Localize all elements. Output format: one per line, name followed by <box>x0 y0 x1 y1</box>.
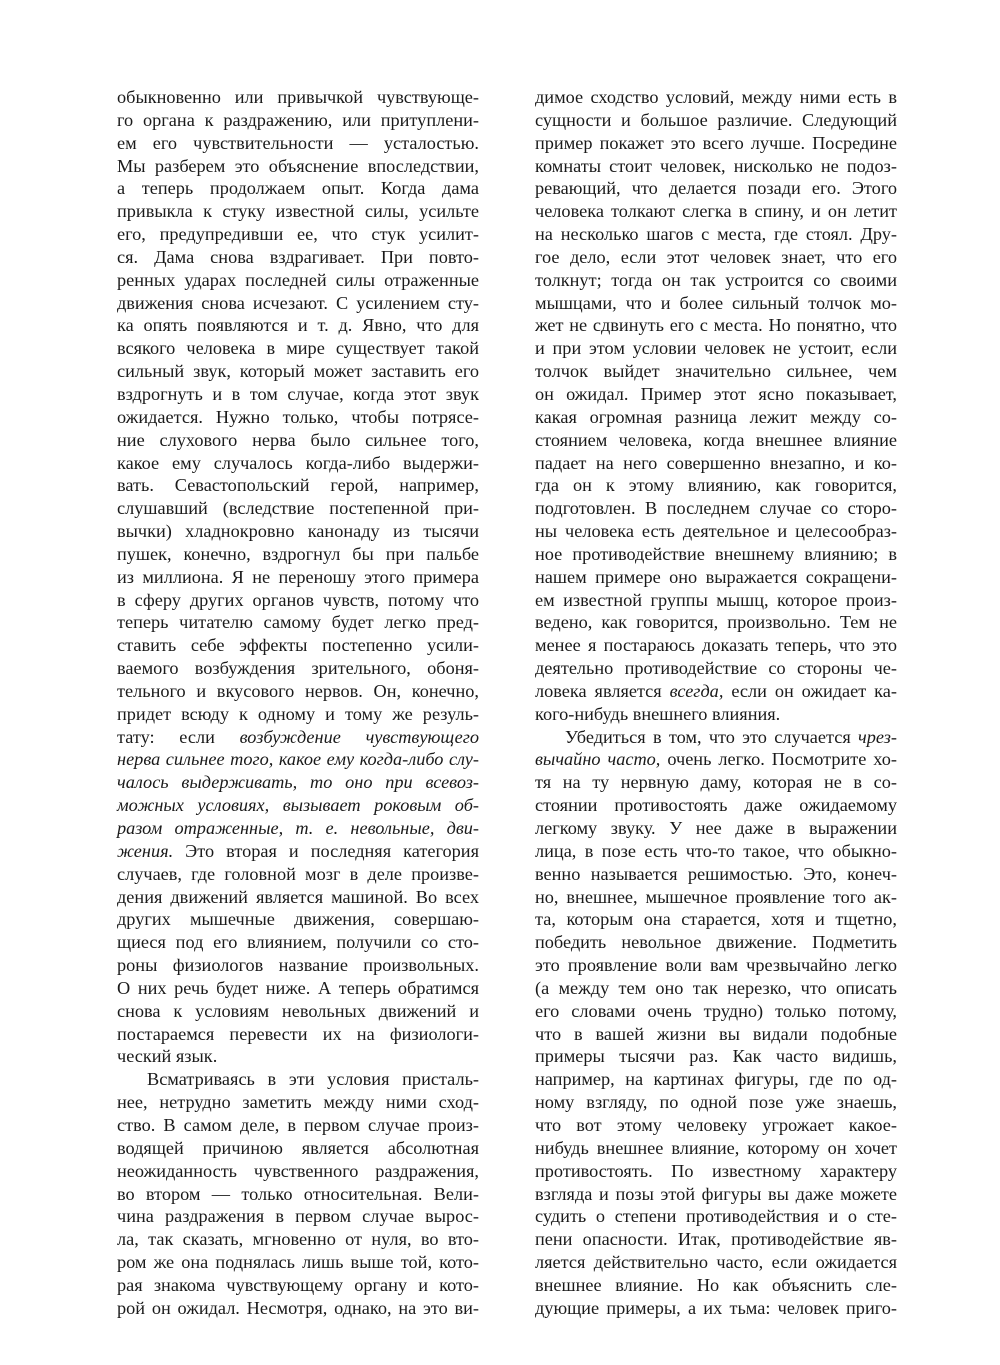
text-line: это проявление воли вам чрезвычайно легко <box>535 955 897 976</box>
text-segment: тату: если <box>117 726 240 747</box>
text-line: дения движений является машиной. Во всех <box>117 886 479 907</box>
text-line: примеры тысячи раз. Как часто видишь, <box>535 1046 897 1067</box>
text-line <box>535 680 897 703</box>
text-line: победить невольное движение. Подметить <box>535 932 897 953</box>
text-line: на несколько шагов с места, где стоял. Дру- <box>535 224 897 245</box>
text-line: вздрогнуть и в том случае, когда этот звук <box>117 383 479 404</box>
text-line: обыкновенно или привычкой чувствующе- <box>117 87 479 107</box>
text-line: теперь читателю самому будет легко пред- <box>117 612 479 633</box>
text-line: димое сходство условий, между ними есть в <box>535 87 897 107</box>
text-line: какая огромная разница лежит между со- <box>535 406 897 427</box>
text-line: О них речь будет ниже. А теперь обратимся <box>117 977 479 998</box>
text-line: венно называется решимостью. Это, конеч- <box>535 863 897 884</box>
italic-text: вычайно часто, <box>535 749 661 770</box>
text-line <box>535 726 897 749</box>
text-line <box>117 817 479 840</box>
text-line: тя на ту нервную даму, которая не в со- <box>535 772 897 793</box>
text-line: ревающий, что делается позади его. Этого <box>535 178 897 199</box>
text-line <box>117 748 479 771</box>
text-line: пени опасности. Итак, противодействие яв- <box>535 1229 897 1250</box>
text-line: водящей причиною является абсолютная <box>117 1137 479 1158</box>
text-line: толчок выйдет значительно сильнее, чем <box>535 361 897 382</box>
text-line: сильный звук, который может заставить его <box>117 361 479 382</box>
text-line: роны физиологов название произвольных. <box>117 955 479 976</box>
italic-text: можных условиях, вызывает роковым об- <box>117 795 479 816</box>
text-line: гое дело, если этот человек знает, что его <box>535 246 897 267</box>
text-line <box>117 726 479 749</box>
text-segment: кого-нибудь внешнего влияния. <box>535 703 781 724</box>
text-line: ем известной группы мышц, которое произ- <box>535 589 897 610</box>
text-line: тельного и вкусового нервов. Он, конечно, <box>117 680 479 701</box>
text-line <box>117 771 479 794</box>
text-line: из миллиона. Я не переношу этого примера <box>117 566 479 587</box>
text-segment: Убедиться в том, что это случается <box>565 726 859 747</box>
text-line: противостоять. По известному характеру <box>535 1160 897 1181</box>
text-line: ние слухового нерва было сильнее того, <box>117 429 479 450</box>
text-segment: Всматриваясь в эти условия присталь- <box>147 1069 479 1090</box>
text-line: ем его чувствительности — усталостью. <box>117 132 479 153</box>
text-line: жет не сдвинуть его с места. Но понятно, что <box>535 315 897 336</box>
text-line: других мышечные движения, совершаю- <box>117 909 479 930</box>
text-line: ром же она поднялась лишь выше той, кото- <box>117 1252 479 1273</box>
text-line <box>117 794 479 817</box>
text-line: человека толкают слегка в спину, и он летит <box>535 201 897 222</box>
text-column-left <box>117 86 479 1320</box>
text-line: ному взгляду, по одной позе уже знаешь, <box>535 1092 897 1113</box>
text-line: ведено, как говорится, произвольно. Тем не <box>535 612 897 633</box>
text-line: его, предупредивши ее, что стук усилит- <box>117 224 479 245</box>
text-line: ны человека есть деятельное и целесообраз- <box>535 521 897 542</box>
text-line: случаев, где головной мозг в деле произве- <box>117 863 479 884</box>
text-line: и при этом условии человек не устоит, если <box>535 338 897 359</box>
text-line: привыкла к стуку известной силы, усильте <box>117 201 479 222</box>
text-line: нашем примере оно выражается сокращени- <box>535 566 897 587</box>
text-line: мышцами, что и более сильный толчок мо- <box>535 292 897 313</box>
text-line <box>535 748 897 771</box>
text-line: менее я постараюсь доказать теперь, что это <box>535 635 897 656</box>
text-line: лица, в позе есть что-то такое, что обыкно- <box>535 840 897 861</box>
text-line: ство. В самом деле, в первом случае произ- <box>117 1114 479 1135</box>
text-line: ожидается. Нужно только, чтобы потрясе- <box>117 406 479 427</box>
text-line: дующие примеры, а их тьма: человек приго- <box>535 1297 897 1318</box>
text-line: в сферу других органов чувств, потому что <box>117 589 479 610</box>
text-line: легкому звуку. У нее даже в выражении <box>535 818 897 838</box>
text-line: постараемся перевести их на физиологи- <box>117 1023 479 1044</box>
text-line: ся. Дама снова вздрагивает. При повто- <box>117 246 479 267</box>
text-line: но, внешнее, мышечное проявление того ак- <box>535 886 897 907</box>
text-line: всякого человека в мире существует такой <box>117 338 479 359</box>
text-line: рая знакома чувствующему органу и кото- <box>117 1274 479 1295</box>
italic-text: чрез- <box>858 726 897 747</box>
italic-text: всегда, <box>669 680 724 701</box>
italic-text: нерва сильнее того, какое ему когда-либо слу- <box>117 749 479 770</box>
text-line: неожиданность чувственного раздражения, <box>117 1160 479 1181</box>
italic-text: чалось выдерживать, то оно при всевоз- <box>117 772 479 793</box>
text-line: стоянии противостоять даже ожидаемому <box>535 795 897 816</box>
text-line: внешнее влияние. Но как объяснить сле- <box>535 1274 897 1295</box>
text-line: та, которым она старается, хотя и тщетно, <box>535 909 897 930</box>
text-line <box>117 1068 479 1091</box>
text-line: ваемого возбуждения зрительного, обоня- <box>117 658 479 679</box>
text-line: его словами очень трудно) только потому, <box>535 1000 897 1021</box>
text-line: деятельно противодействие со стороны че- <box>535 658 897 679</box>
text-line: а теперь продолжаем опыт. Когда дама <box>117 178 479 199</box>
text-line: комнаты стоит человек, нисколько не подоз- <box>535 155 897 176</box>
italic-text: разом отраженные, т. е. невольные, дви- <box>117 818 479 838</box>
text-line: (а между тем оно так нерезко, что описать <box>535 977 897 998</box>
text-line: судить о степени противодействия и о сте- <box>535 1206 897 1227</box>
text-line: сущности и большое различие. Следующий <box>535 109 897 130</box>
text-line: ренных ударах последней силы отраженные <box>117 269 479 290</box>
text-line: пушек, конечно, вздрогнул бы при пальбе <box>117 543 479 564</box>
text-line: что вот этому человеку угрожает какое- <box>535 1114 897 1135</box>
text-column-right <box>535 86 897 1320</box>
text-segment: Это вторая и последняя категория <box>173 840 479 861</box>
text-line: го органа к раздражению, или притуплени- <box>117 109 479 130</box>
text-segment: очень легко. Посмотрите хо- <box>660 749 897 770</box>
text-line: ставить себе эффекты постепенно усили- <box>117 635 479 656</box>
italic-text: жения. <box>117 840 174 861</box>
text-line: нее, нетрудно заметить между ними сход- <box>117 1092 479 1113</box>
text-line: во втором — только относительная. Вели- <box>117 1183 479 1204</box>
text-line: слушавший (вследствие постепенной при- <box>117 498 479 519</box>
text-line: ляется действительно часто, если ожидается <box>535 1252 897 1273</box>
text-segment: если он ожидает ка- <box>723 680 897 701</box>
text-line: ка опять появляются и т. д. Явно, что для <box>117 315 479 336</box>
text-line: взгляда и позы этой фигуры вы даже можете <box>535 1183 897 1204</box>
text-line: движения снова исчезают. С усилением сту- <box>117 292 479 313</box>
text-line: вычки) хладнокровно канонаду из тысячи <box>117 521 479 542</box>
text-line: придет всюду к одному и тому же резуль- <box>117 703 479 724</box>
text-line: толкнут; тогда он так устроится со своими <box>535 269 897 290</box>
text-line: нибудь внешнее влияние, которому он хочет <box>535 1137 897 1158</box>
text-line: гда он к этому влиянию, как говорится, <box>535 475 897 496</box>
text-line: падает на него совершенно внезапно, и ко- <box>535 452 897 473</box>
text-segment: ловека является <box>535 680 670 701</box>
text-line: ла, так сказать, мгновенно от нуля, во вто- <box>117 1229 479 1250</box>
text-line: например, на картинах фигуры, где по од- <box>535 1069 897 1090</box>
text-segment: ческий язык. <box>117 1046 218 1067</box>
text-line: пример покажет это всего лучше. Посредине <box>535 132 897 153</box>
text-line: снова к условиям невольных движений и <box>117 1000 479 1021</box>
text-line: стоянием человека, когда внешнее влияние <box>535 429 897 450</box>
text-line: щиеся под его влиянием, получили со сто- <box>117 932 479 953</box>
italic-text: возбуждение чувствующего <box>239 726 480 747</box>
text-line: вать. Севастопольский герой, например, <box>117 475 479 496</box>
text-line <box>117 840 479 863</box>
text-line: подготовлен. В последнем случае со сторо- <box>535 498 897 519</box>
text-line: что в вашей жизни вы видали подобные <box>535 1023 897 1044</box>
text-line <box>535 703 897 726</box>
text-line: какое ему случалось когда-либо выдержи- <box>117 452 479 473</box>
text-line: он ожидал. Пример этот ясно показывает, <box>535 383 897 404</box>
text-line: чина раздражения в первом случае вырос- <box>117 1206 479 1227</box>
text-line <box>117 1045 479 1068</box>
text-line: Мы разберем это объяснение впоследствии, <box>117 155 479 176</box>
text-line: рой он ожидал. Несмотря, однако, на это ви- <box>117 1297 479 1318</box>
text-line: ное противодействие внешнему влиянию; в <box>535 543 897 564</box>
